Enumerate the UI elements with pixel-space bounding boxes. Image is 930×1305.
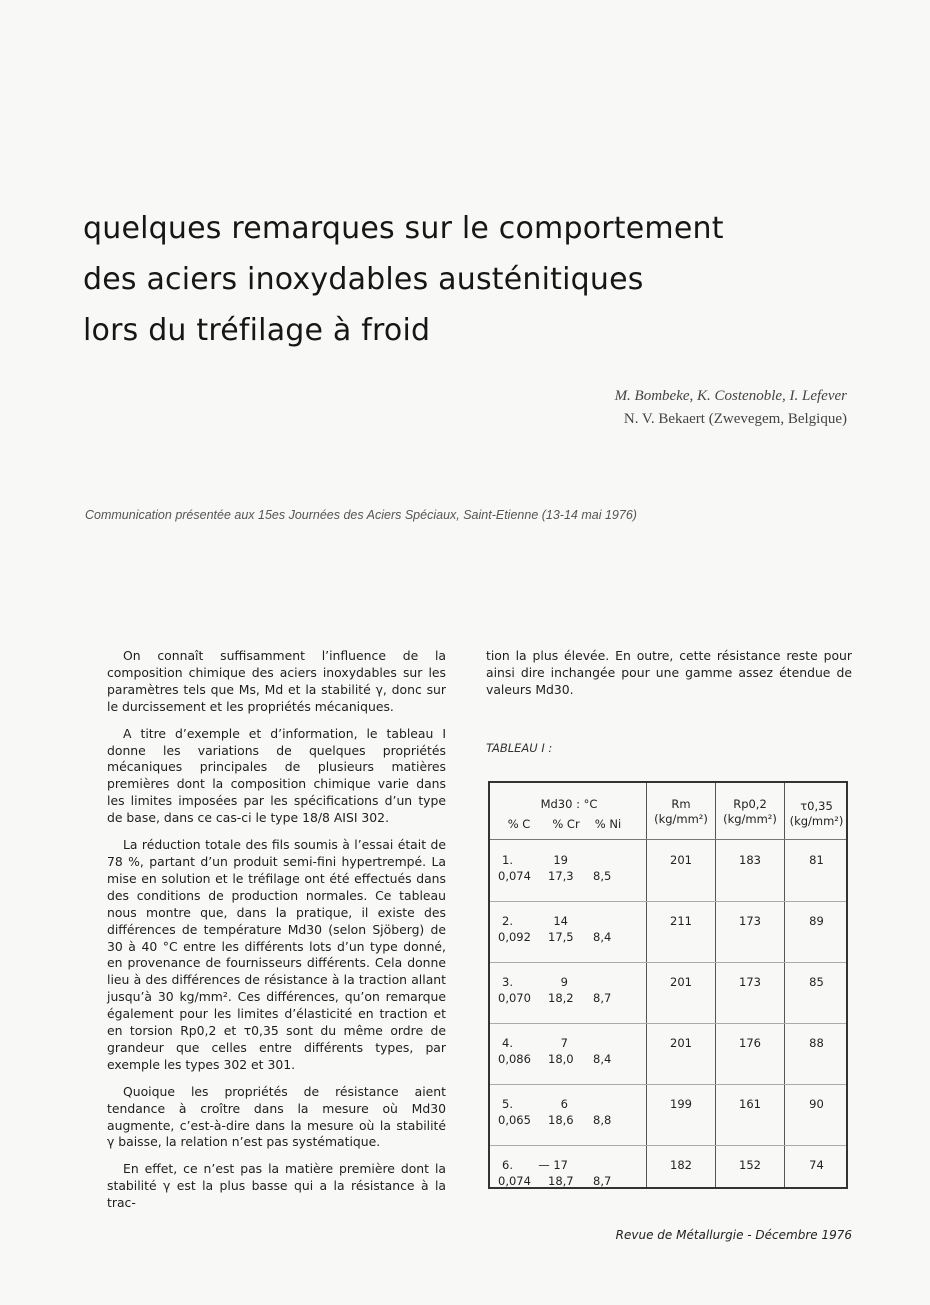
header-rm-unit: (kg/mm²) <box>654 812 708 826</box>
header-rp: Rp0,2 <box>733 797 767 811</box>
table-cell-num: 1. <box>502 853 513 867</box>
table-cell-ni: 8,7 <box>593 991 612 1005</box>
table-cell-num: 4. <box>502 1036 513 1050</box>
table-cell-ni: 8,8 <box>593 1113 612 1127</box>
data-table <box>488 781 848 1189</box>
table-cell-c: 0,086 <box>498 1052 531 1066</box>
author-block <box>615 385 847 431</box>
table-cell-c: 0,074 <box>498 869 531 883</box>
table-cell-md30: 7 <box>560 1036 568 1050</box>
table-cell-c: 0,074 <box>498 1174 531 1188</box>
article-title <box>83 203 843 356</box>
page-footer: Revue de Métallurgie - Décembre 1976 <box>615 1228 852 1242</box>
table-cell-rp: 173 <box>739 975 761 989</box>
author-names: M. Bombeke, K. Costenoble, I. Lefever <box>614 388 847 404</box>
table-cell-tau: 74 <box>809 1158 824 1172</box>
table-cell-ni: 8,7 <box>593 1174 612 1188</box>
table-cell-rm: 201 <box>670 975 692 989</box>
communication-note: Communication présentée aux 15es Journées des Aciers Spéciaux, Saint-Etienne (13-14 mai 1976) <box>85 508 637 522</box>
table-cell-cr: 17,5 <box>548 930 574 944</box>
paragraph: Quoique les propriétés de résistance aient tendance à croître dans la mesure où Md30 augmente, c’est-à-dire dans la mesure où la stabilité γ baisse, la relation n’est pas systématique. <box>107 1083 446 1150</box>
table-cell-ni: 8,4 <box>593 1052 612 1066</box>
paragraph: tion la plus élevée. En outre, cette résistance reste pour ainsi dire inchangée pour une gamme assez étendue de valeurs Md30. <box>486 648 852 697</box>
table-cell-cr: 18,2 <box>548 991 574 1005</box>
row-separator <box>490 1084 846 1085</box>
table-cell-rp: 152 <box>739 1158 761 1172</box>
table-cell-cr: 18,0 <box>548 1052 574 1066</box>
header-rp-unit: (kg/mm²) <box>723 812 777 826</box>
header-c: % C <box>507 817 531 831</box>
table-cell-num: 6. <box>502 1158 513 1172</box>
table-cell-tau: 90 <box>809 1097 824 1111</box>
header-md30: Md30 : °C <box>540 797 598 811</box>
left-column <box>107 648 446 1222</box>
table-cell-c: 0,092 <box>498 930 531 944</box>
table-cell-rm: 199 <box>670 1097 692 1111</box>
table-cell-tau: 81 <box>809 853 824 867</box>
table-cell-c: 0,070 <box>498 991 531 1005</box>
table-cell-rp: 176 <box>739 1036 761 1050</box>
row-separator <box>490 901 846 902</box>
table-cell-rp: 183 <box>739 853 761 867</box>
table-cell-num: 2. <box>502 914 513 928</box>
table-cell-tau: 89 <box>809 914 824 928</box>
table-cell-ni: 8,5 <box>593 869 612 883</box>
table-cell-md30: 6 <box>560 1097 568 1111</box>
table-cell-rm: 201 <box>670 853 692 867</box>
table-cell-md30: 14 <box>553 914 568 928</box>
table-cell-ni: 8,4 <box>593 930 612 944</box>
table-cell-rm: 211 <box>670 914 692 928</box>
header-ni: % Ni <box>594 817 622 831</box>
table-cell-rm: 182 <box>670 1158 692 1172</box>
table-cell-cr: 18,6 <box>548 1113 574 1127</box>
table-cell-rm: 201 <box>670 1036 692 1050</box>
table-cell-md30: — 17 <box>538 1158 568 1172</box>
table-cell-cr: 18,7 <box>548 1174 574 1188</box>
table-cell-rp: 161 <box>739 1097 761 1111</box>
header-tau-unit: (kg/mm²) <box>789 814 844 828</box>
table-cell-num: 3. <box>502 975 513 989</box>
table-cell-md30: 9 <box>560 975 568 989</box>
title-line: des aciers inoxydables austénitiques <box>83 262 644 297</box>
title-line: quelques remarques sur le comportement <box>83 211 724 246</box>
table-cell-cr: 17,3 <box>548 869 574 883</box>
row-separator <box>490 962 846 963</box>
paragraph: La réduction totale des fils soumis à l’essai était de 78 %, partant d’un produit semi-fini hypertrempé. La mise en solution et le tréfilage ont été effectués dans des conditions de production normales. Ce tableau nous montre que, dans la pratique, il existe des différences de température Md30 (selon Sjöberg) de 30 à 40 °C entre les différents lots d’un type donné, en provenance de fournisseurs différents. Cela donne lieu à des différences de résistance à la traction allant jusqu’à 30 kg/mm². Ces différences, qu’on remarque également pour les limites d’élasticité en traction et en torsion Rp0,2 et τ0,35 sont du même ordre de grandeur que celles entre différents types, par exemple les types 302 et 301. <box>107 837 446 1072</box>
table-cell-num: 5. <box>502 1097 513 1111</box>
header-tau: τ0,35 <box>800 799 833 813</box>
table-cell-c: 0,065 <box>498 1113 531 1127</box>
table-cell-tau: 85 <box>809 975 824 989</box>
table-cell-rp: 173 <box>739 914 761 928</box>
paragraph: A titre d’exemple et d’information, le tableau I donne les variations de quelques propriétés mécaniques principales de plusieurs matières premières dont la composition chimique varie dans les limites imposées par les spécifications d’un type de base, dans ce cas-ci le type 18/8 AISI 302. <box>107 725 446 826</box>
title-line: lors du tréfilage à froid <box>83 313 431 348</box>
right-column <box>486 648 852 709</box>
author-affiliation: N. V. Bekaert (Zwevegem, Belgique) <box>623 411 847 427</box>
paragraph: En effet, ce n’est pas la matière première dont la stabilité γ est la plus basse qui a la résistance à la trac- <box>107 1161 446 1211</box>
header-separator <box>490 839 846 840</box>
header-cr: % Cr <box>552 817 580 831</box>
paragraph: On connaît suffisamment l’influence de la composition chimique des aciers inoxydables sur les paramètres tels que Ms, Md et la stabilité γ, donc sur le durcissement et les propriétés mécaniques. <box>107 648 446 714</box>
row-separator <box>490 1145 846 1146</box>
table-cell-md30: 19 <box>553 853 568 867</box>
row-separator <box>490 1023 846 1024</box>
table-caption: TABLEAU I : <box>486 741 553 755</box>
header-rm: Rm <box>671 797 691 811</box>
table-cell-tau: 88 <box>809 1036 824 1050</box>
